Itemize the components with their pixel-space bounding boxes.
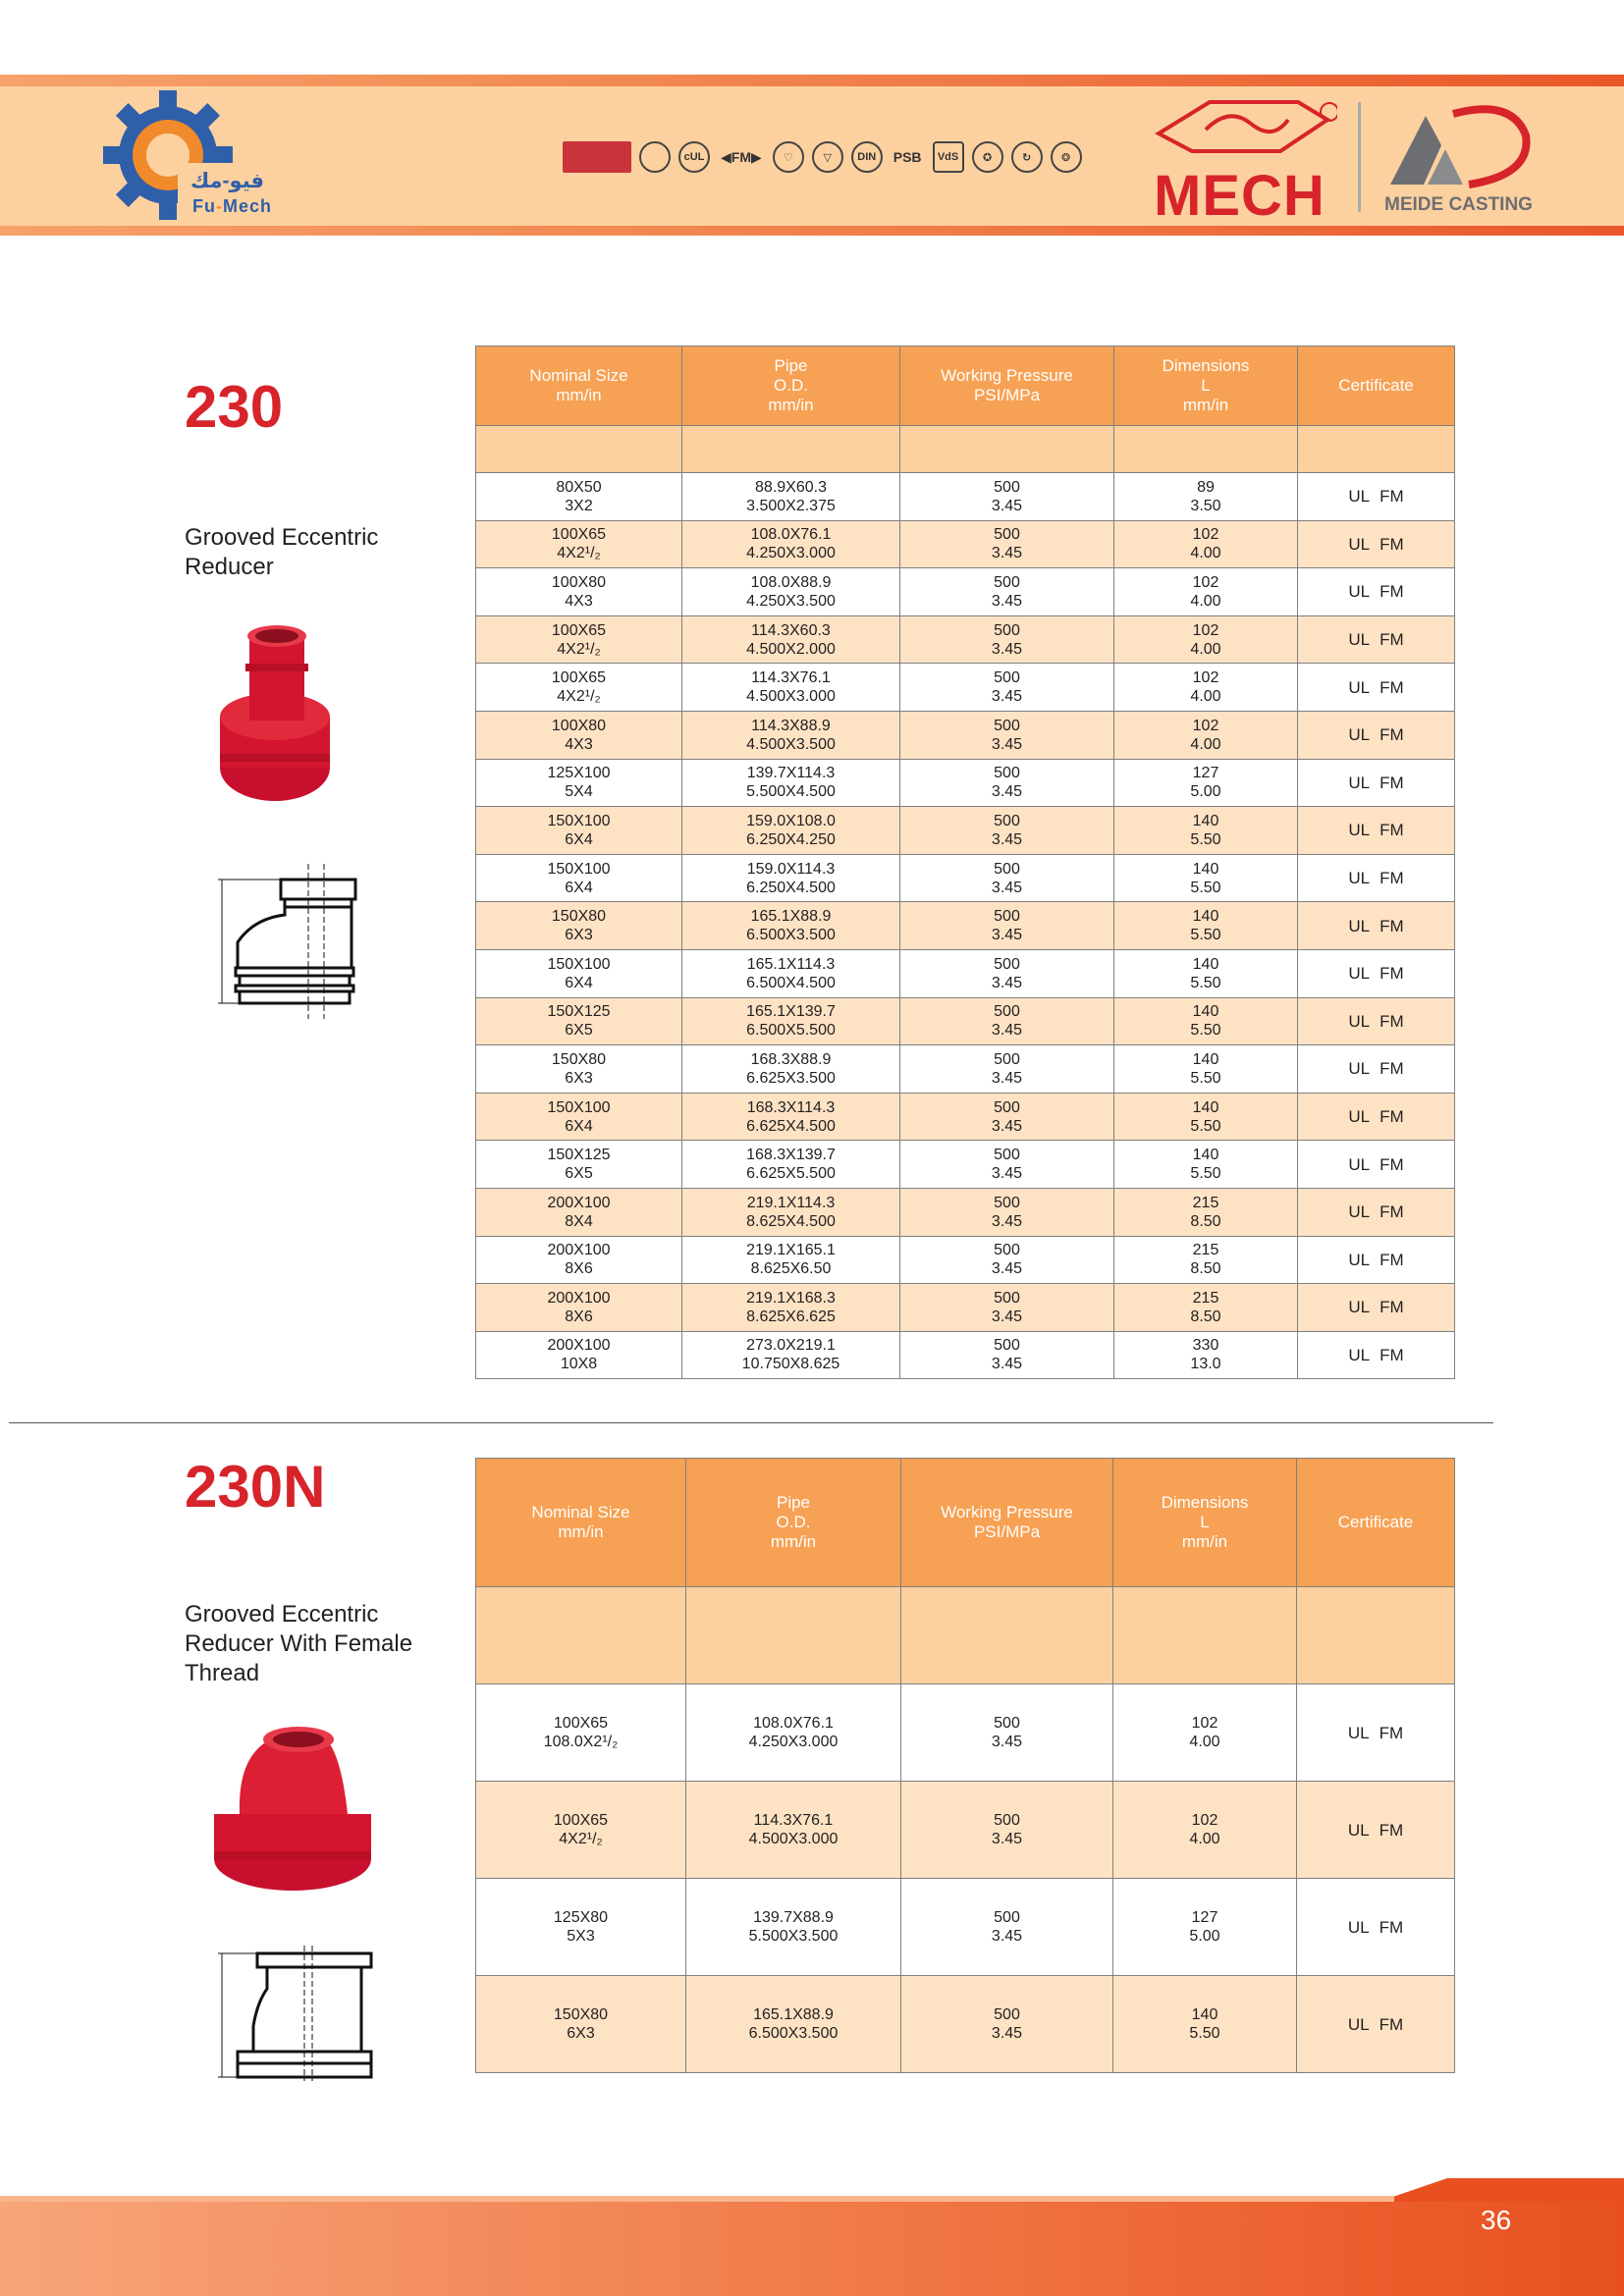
dimension-cell: 140 5.50 xyxy=(1114,807,1298,855)
ce-cert-icon: ▽ xyxy=(812,141,843,173)
pipe-od-cell: 273.0X219.1 10.750X8.625 xyxy=(682,1331,900,1379)
header-nominal-size: Nominal Size mm/in xyxy=(476,1459,686,1587)
header-certificate: Certificate xyxy=(1297,1459,1455,1587)
certificate-cell: UL FM xyxy=(1298,759,1455,807)
header-pipe-od: Pipe O.D. mm/in xyxy=(686,1459,901,1587)
certification-logos xyxy=(563,141,1082,173)
dimension-cell: 215 8.50 xyxy=(1114,1284,1298,1332)
nominal-size-cell: 100X65 4X2¹/₂ xyxy=(476,615,682,664)
dimension-cell: 102 4.00 xyxy=(1114,615,1298,664)
working-pressure-cell: 500 3.45 xyxy=(900,711,1114,759)
meide-logo-icon xyxy=(1384,96,1532,194)
loss-cert-icon: ↻ xyxy=(1011,141,1043,173)
nominal-size-cell: 100X65 4X2¹/₂ xyxy=(476,1782,686,1879)
working-pressure-cell: 500 3.45 xyxy=(901,1782,1113,1879)
table-spacer-row xyxy=(476,1587,1455,1684)
working-pressure-cell: 500 3.45 xyxy=(900,473,1114,521)
dimension-cell: 140 5.50 xyxy=(1114,949,1298,997)
table-row xyxy=(476,1188,1455,1236)
working-pressure-cell: 500 3.45 xyxy=(900,520,1114,568)
header-pipe-od: Pipe O.D. mm/in xyxy=(682,347,900,426)
certificate-cell: UL FM xyxy=(1297,1976,1455,2073)
table-row xyxy=(476,520,1455,568)
working-pressure-cell: 500 3.45 xyxy=(900,1093,1114,1141)
nominal-size-cell: 150X80 6X3 xyxy=(476,1976,686,2073)
nominal-size-cell: 150X100 6X4 xyxy=(476,807,682,855)
table-230n xyxy=(475,1458,1455,2073)
table-row xyxy=(476,1684,1455,1782)
product-name-230n: Grooved Eccentric Reducer With Female Thread xyxy=(185,1601,413,1686)
working-pressure-cell: 500 3.45 xyxy=(900,807,1114,855)
pipe-od-cell: 159.0X108.0 6.250X4.250 xyxy=(682,807,900,855)
table-row xyxy=(476,1879,1455,1976)
nominal-size-cell: 100X80 4X3 xyxy=(476,568,682,616)
dimension-cell: 89 3.50 xyxy=(1114,473,1298,521)
table-row xyxy=(476,1782,1455,1879)
table-row xyxy=(476,473,1455,521)
certificate-cell: UL FM xyxy=(1298,1331,1455,1379)
working-pressure-cell: 500 3.45 xyxy=(900,1284,1114,1332)
fumech-arabic-name: فيو-مك xyxy=(190,170,265,192)
nominal-size-cell: 150X100 6X4 xyxy=(476,1093,682,1141)
reducer-drawing-icon xyxy=(214,862,379,1021)
dimension-cell: 215 8.50 xyxy=(1114,1236,1298,1284)
working-pressure-cell: 500 3.45 xyxy=(900,997,1114,1045)
footer-band xyxy=(0,2178,1624,2296)
nominal-size-cell: 100X65 4X2¹/₂ xyxy=(476,664,682,712)
working-pressure-cell: 500 3.45 xyxy=(900,949,1114,997)
table-row xyxy=(476,902,1455,950)
pipe-od-cell: 168.3X88.9 6.625X3.500 xyxy=(682,1045,900,1094)
nominal-size-cell: 150X100 6X4 xyxy=(476,854,682,902)
dimension-cell: 215 8.50 xyxy=(1114,1188,1298,1236)
fumech-name: Fu-Mech xyxy=(192,196,273,216)
table-row xyxy=(476,664,1455,712)
certificate-cell: UL FM xyxy=(1298,1236,1455,1284)
header-nominal-size: Nominal Size mm/in xyxy=(476,347,682,426)
certificate-cell: UL FM xyxy=(1298,568,1455,616)
table-row xyxy=(476,1976,1455,2073)
pipe-od-cell: 219.1X168.3 8.625X6.625 xyxy=(682,1284,900,1332)
nominal-size-cell: 100X65 4X2¹/₂ xyxy=(476,520,682,568)
nominal-size-cell: 150X100 6X4 xyxy=(476,949,682,997)
working-pressure-cell: 500 3.45 xyxy=(900,1045,1114,1094)
table-spacer-row xyxy=(476,426,1455,473)
dimension-cell: 127 5.00 xyxy=(1114,759,1298,807)
working-pressure-cell: 500 3.45 xyxy=(900,1331,1114,1379)
certificate-cell: UL FM xyxy=(1298,854,1455,902)
ul-cert-icon: cUL xyxy=(678,141,710,173)
table-row xyxy=(476,711,1455,759)
nominal-size-cell: 200X100 8X4 xyxy=(476,1188,682,1236)
header-dimensions: Dimensions L mm/in xyxy=(1114,347,1298,426)
certificate-cell: UL FM xyxy=(1298,520,1455,568)
vds-cert-icon: VdS xyxy=(933,141,964,173)
nominal-size-cell: 125X100 5X4 xyxy=(476,759,682,807)
nominal-size-cell: 150X80 6X3 xyxy=(476,1045,682,1094)
section-divider xyxy=(9,1422,1493,1423)
certificate-cell: UL FM xyxy=(1298,711,1455,759)
nominal-size-cell: 150X125 6X5 xyxy=(476,997,682,1045)
header-working-pressure: Working Pressure PSI/MPa xyxy=(900,347,1114,426)
nominal-size-cell: 100X65 108.0X2¹/₂ xyxy=(476,1684,686,1782)
table-row xyxy=(476,1045,1455,1094)
header-working-pressure: Working Pressure PSI/MPa xyxy=(901,1459,1113,1587)
certificate-cell: UL FM xyxy=(1298,949,1455,997)
pipe-od-cell: 114.3X88.9 4.500X3.500 xyxy=(682,711,900,759)
pipe-od-cell: 139.7X114.3 5.500X4.500 xyxy=(682,759,900,807)
din-dvgw-cert-icon: DIN xyxy=(851,141,883,173)
nominal-size-cell: 200X100 8X6 xyxy=(476,1284,682,1332)
pipe-od-cell: 168.3X114.3 6.625X4.500 xyxy=(682,1093,900,1141)
nominal-size-cell: 100X80 4X3 xyxy=(476,711,682,759)
certificate-cell: UL FM xyxy=(1298,902,1455,950)
working-pressure-cell: 500 3.45 xyxy=(900,1236,1114,1284)
table-row xyxy=(476,807,1455,855)
certificate-cell: UL FM xyxy=(1297,1879,1455,1976)
product-code-230n: 230N xyxy=(185,1454,326,1520)
dimension-cell: 102 4.00 xyxy=(1114,520,1298,568)
fm-cert-icon: ◀FM▶ xyxy=(721,148,762,165)
table-row xyxy=(476,568,1455,616)
table-row xyxy=(476,1093,1455,1141)
certificate-cell: UL FM xyxy=(1298,1141,1455,1189)
vds-heart-cert-icon: ♡ xyxy=(773,141,804,173)
pipe-od-cell: 139.7X88.9 5.500X3.500 xyxy=(686,1879,901,1976)
table-row xyxy=(476,997,1455,1045)
lpcb-cert-icon xyxy=(639,141,671,173)
certificate-cell: UL FM xyxy=(1298,664,1455,712)
table-row xyxy=(476,1141,1455,1189)
dimension-cell: 140 5.50 xyxy=(1113,1976,1297,2073)
pipe-od-cell: 88.9X60.3 3.500X2.375 xyxy=(682,473,900,521)
working-pressure-cell: 500 3.45 xyxy=(900,1188,1114,1236)
working-pressure-cell: 500 3.45 xyxy=(900,568,1114,616)
meide-brand: MEIDE CASTING xyxy=(1384,194,1533,215)
pipe-od-cell: 108.0X76.1 4.250X3.000 xyxy=(686,1684,901,1782)
header-top-stripe xyxy=(0,75,1624,86)
table-row xyxy=(476,759,1455,807)
table-row xyxy=(476,1331,1455,1379)
header-bottom-stripe xyxy=(0,226,1624,236)
nominal-size-cell: 150X80 6X3 xyxy=(476,902,682,950)
certificate-cell: UL FM xyxy=(1298,1188,1455,1236)
working-pressure-cell: 500 3.45 xyxy=(900,664,1114,712)
pipe-od-cell: 165.1X88.9 6.500X3.500 xyxy=(686,1976,901,2073)
dimension-cell: 140 5.50 xyxy=(1114,854,1298,902)
working-pressure-cell: 500 3.45 xyxy=(901,1684,1113,1782)
header-certificate: Certificate xyxy=(1298,347,1455,426)
pipe-od-cell: 159.0X114.3 6.250X4.500 xyxy=(682,854,900,902)
page-number: 36 xyxy=(1481,2205,1512,2235)
pipe-od-cell: 165.1X88.9 6.500X3.500 xyxy=(682,902,900,950)
dimension-cell: 140 5.50 xyxy=(1114,1093,1298,1141)
working-pressure-cell: 500 3.45 xyxy=(900,854,1114,902)
certificate-cell: UL FM xyxy=(1298,997,1455,1045)
dimension-cell: 102 4.00 xyxy=(1114,711,1298,759)
table-row xyxy=(476,949,1455,997)
nominal-size-cell: 150X125 6X5 xyxy=(476,1141,682,1189)
product-name-230: Grooved Eccentric Reducer xyxy=(185,524,379,580)
certificate-cell: UL FM xyxy=(1297,1684,1455,1782)
header-dimensions: Dimensions L mm/in xyxy=(1113,1459,1297,1587)
certificate-cell: UL FM xyxy=(1298,473,1455,521)
mech-brand: MECH xyxy=(1154,164,1326,228)
dimension-cell: 140 5.50 xyxy=(1114,1141,1298,1189)
dimension-cell: 127 5.00 xyxy=(1113,1879,1297,1976)
dimension-cell: 102 4.00 xyxy=(1114,568,1298,616)
nominal-size-cell: 80X50 3X2 xyxy=(476,473,682,521)
dimension-cell: 102 4.00 xyxy=(1113,1782,1297,1879)
pipe-od-cell: 114.3X60.3 4.500X2.000 xyxy=(682,615,900,664)
fire-cert-icon: ❂ xyxy=(1051,141,1082,173)
working-pressure-cell: 500 3.45 xyxy=(900,759,1114,807)
table-row xyxy=(476,1284,1455,1332)
certificate-cell: UL FM xyxy=(1298,1284,1455,1332)
kitemark-cert-icon: ✪ xyxy=(972,141,1003,173)
pipe-od-cell: 114.3X76.1 4.500X3.000 xyxy=(686,1782,901,1879)
certificate-cell: UL FM xyxy=(1298,615,1455,664)
pipe-od-cell: 219.1X114.3 8.625X4.500 xyxy=(682,1188,900,1236)
pipe-od-cell: 168.3X139.7 6.625X5.500 xyxy=(682,1141,900,1189)
certificate-cell: UL FM xyxy=(1298,807,1455,855)
working-pressure-cell: 500 3.45 xyxy=(900,1141,1114,1189)
table-row xyxy=(476,615,1455,664)
working-pressure-cell: 500 3.45 xyxy=(900,615,1114,664)
reducer-photo-icon xyxy=(218,622,334,807)
reducer-female-thread-photo-icon xyxy=(210,1720,375,1896)
pipe-od-cell: 108.0X76.1 4.250X3.000 xyxy=(682,520,900,568)
nominal-size-cell: 200X100 10X8 xyxy=(476,1331,682,1379)
certificate-cell: UL FM xyxy=(1298,1093,1455,1141)
working-pressure-cell: 500 3.45 xyxy=(901,1879,1113,1976)
dimension-cell: 140 5.50 xyxy=(1114,1045,1298,1094)
header-divider xyxy=(1358,102,1361,212)
table-230 xyxy=(475,346,1455,1379)
pipe-od-cell: 108.0X88.9 4.250X3.500 xyxy=(682,568,900,616)
table-row xyxy=(476,1236,1455,1284)
pipe-od-cell: 165.1X139.7 6.500X5.500 xyxy=(682,997,900,1045)
certificate-cell: UL FM xyxy=(1297,1782,1455,1879)
dimension-cell: 140 5.50 xyxy=(1114,902,1298,950)
dimension-cell: 102 4.00 xyxy=(1113,1684,1297,1782)
psb-cert-icon: PSB xyxy=(893,149,922,165)
nominal-size-cell: 125X80 5X3 xyxy=(476,1879,686,1976)
reducer-female-thread-drawing-icon xyxy=(214,1944,379,2083)
dimension-cell: 140 5.50 xyxy=(1114,997,1298,1045)
dimension-cell: 330 13.0 xyxy=(1114,1331,1298,1379)
flag-cert-icon xyxy=(563,141,631,173)
pipe-od-cell: 114.3X76.1 4.500X3.000 xyxy=(682,664,900,712)
certificate-cell: UL FM xyxy=(1298,1045,1455,1094)
working-pressure-cell: 500 3.45 xyxy=(900,902,1114,950)
product-code-230: 230 xyxy=(185,374,284,440)
pipe-od-cell: 219.1X165.1 8.625X6.50 xyxy=(682,1236,900,1284)
pipe-od-cell: 165.1X114.3 6.500X4.500 xyxy=(682,949,900,997)
dimension-cell: 102 4.00 xyxy=(1114,664,1298,712)
nominal-size-cell: 200X100 8X6 xyxy=(476,1236,682,1284)
working-pressure-cell: 500 3.45 xyxy=(901,1976,1113,2073)
table-row xyxy=(476,854,1455,902)
